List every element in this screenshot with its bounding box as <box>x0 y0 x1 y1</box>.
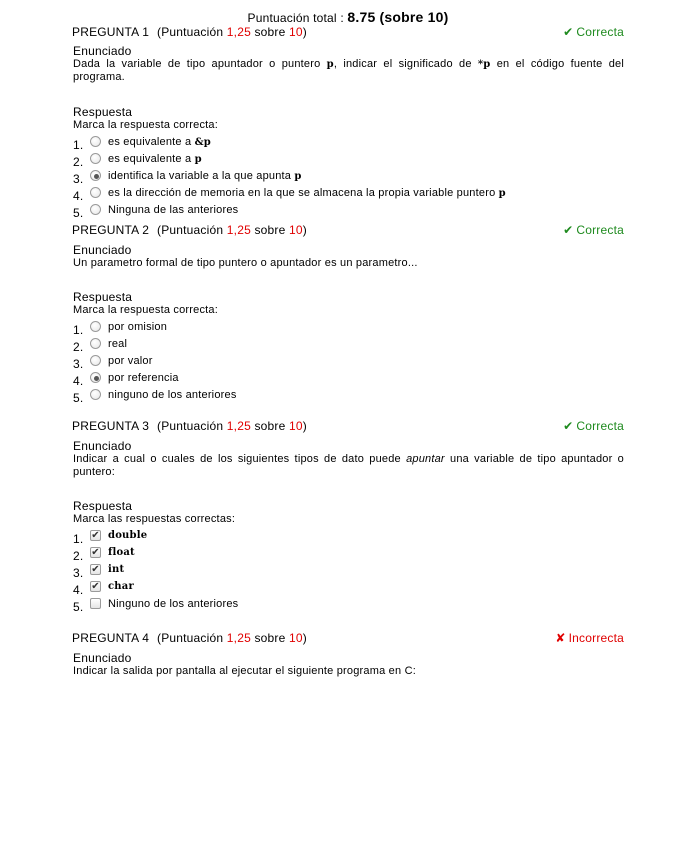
checkbox-checked[interactable] <box>90 564 101 575</box>
option-text: identifica la variable a la que apunta <box>108 170 295 182</box>
option-text: es equivalente a <box>108 136 195 148</box>
status-badge <box>555 631 624 645</box>
option-4 <box>73 372 624 389</box>
total-label: Puntuación total : <box>247 11 348 25</box>
statement-text <box>73 58 624 84</box>
answer-prompt: Marca la respuesta correcta: <box>73 304 218 316</box>
option-2 <box>73 153 624 170</box>
statement-text: Un parametro formal de tipo puntero o apuntador es un parametro... <box>73 257 418 269</box>
statement-heading: Enunciado <box>73 439 132 453</box>
question-score <box>157 631 307 645</box>
option-number: 3. <box>73 357 84 371</box>
radio-button[interactable] <box>90 187 101 198</box>
status-badge <box>563 25 624 39</box>
score-points: 1,25 <box>226 631 251 645</box>
answer-heading: Respuesta <box>73 105 133 119</box>
score-close: ) <box>302 223 307 237</box>
check-icon: ✔ <box>563 25 574 39</box>
option-number: 1. <box>73 138 84 152</box>
option-number: 5. <box>73 391 84 405</box>
option-number: 4. <box>73 583 84 597</box>
option-label <box>108 153 202 165</box>
option-number: 5. <box>73 600 84 614</box>
radio-button[interactable] <box>90 389 101 400</box>
answer-prompt: Marca las respuestas correctas: <box>73 513 236 525</box>
option-5 <box>73 598 624 615</box>
score-open: (Puntuación <box>157 419 227 433</box>
radio-button[interactable] <box>90 204 101 215</box>
option-number: 1. <box>73 532 84 546</box>
checkbox-unchecked[interactable] <box>90 598 101 609</box>
question-header <box>73 419 624 435</box>
question-title: PREGUNTA 3 <box>72 419 150 433</box>
radio-button[interactable] <box>90 338 101 349</box>
options-list <box>73 321 624 406</box>
score-close: ) <box>302 25 307 39</box>
option-label: Ninguno de los anteriores <box>108 598 239 610</box>
options-list <box>73 136 624 221</box>
radio-button-selected[interactable] <box>90 170 101 181</box>
check-icon: ✔ <box>563 419 574 433</box>
option-number: 3. <box>73 566 84 580</box>
checkmark-icon: ✔ <box>91 530 100 541</box>
score-close: ) <box>302 631 307 645</box>
radio-button-selected[interactable] <box>90 372 101 383</box>
status-label: Correcta <box>576 419 624 433</box>
option-number: 3. <box>73 172 84 186</box>
status-badge <box>563 223 624 237</box>
score-points: 1,25 <box>226 25 251 39</box>
option-label: float <box>108 547 135 558</box>
option-number: 5. <box>73 206 84 220</box>
score-mid: sobre <box>250 25 290 39</box>
question-title: PREGUNTA 1 <box>72 25 150 39</box>
option-code: &p <box>194 137 211 148</box>
option-number: 2. <box>73 155 84 169</box>
option-3 <box>73 170 624 187</box>
question-header <box>73 223 624 239</box>
option-4 <box>73 581 624 598</box>
statement-text: Indicar la salida por pantalla al ejecutar el siguiente programa en C: <box>73 665 416 677</box>
option-label: double <box>108 530 148 541</box>
question-3 <box>73 419 624 615</box>
status-badge <box>563 419 624 433</box>
cross-icon: ✘ <box>555 631 566 645</box>
score-close: ) <box>302 419 307 433</box>
checkmark-icon: ✔ <box>91 564 100 575</box>
statement-emphasis: apuntar <box>406 453 445 465</box>
option-label: por referencia <box>108 372 179 384</box>
radio-button[interactable] <box>90 153 101 164</box>
option-code: p <box>498 188 506 199</box>
total-suffix: (sobre 10) <box>375 9 449 25</box>
question-1 <box>73 25 624 221</box>
option-1 <box>73 136 624 153</box>
option-label <box>108 187 506 199</box>
option-4 <box>73 187 624 204</box>
question-score <box>157 419 307 433</box>
answer-heading: Respuesta <box>73 290 133 304</box>
statement-post: una variable de tipo apuntador o puntero: <box>73 453 624 478</box>
score-open: (Puntuación <box>157 223 227 237</box>
option-label <box>108 170 302 182</box>
option-label <box>108 136 211 148</box>
option-label: Ninguna de las anteriores <box>108 204 239 216</box>
options-list <box>73 530 624 615</box>
checkmark-icon: ✔ <box>91 547 100 558</box>
statement-pre: Indicar a cual o cuales de los siguientes tipos de dato puede <box>73 453 407 465</box>
option-number: 1. <box>73 323 84 337</box>
score-points: 1,25 <box>226 419 251 433</box>
option-5 <box>73 204 624 221</box>
option-2 <box>73 547 624 564</box>
score-points: 1,25 <box>226 223 251 237</box>
option-label: real <box>108 338 128 350</box>
option-text: es equivalente a <box>108 153 195 165</box>
question-2 <box>73 223 624 406</box>
statement-text <box>73 453 624 479</box>
option-3 <box>73 564 624 581</box>
checkbox-checked[interactable] <box>90 547 101 558</box>
checkbox-checked[interactable] <box>90 530 101 541</box>
statement-heading: Enunciado <box>73 651 132 665</box>
option-2 <box>73 338 624 355</box>
score-max: 10 <box>289 419 303 433</box>
score-max: 10 <box>289 631 303 645</box>
statement-expr: *p <box>477 59 491 70</box>
radio-button[interactable] <box>90 355 101 366</box>
statement-mid: , indicar el significado de <box>333 58 478 70</box>
question-title: PREGUNTA 2 <box>72 223 150 237</box>
option-1 <box>73 321 624 338</box>
option-label: int <box>108 564 125 575</box>
status-label: Correcta <box>576 223 624 237</box>
question-4 <box>73 631 624 678</box>
score-open: (Puntuación <box>157 631 227 645</box>
option-1 <box>73 530 624 547</box>
status-label: Correcta <box>576 25 624 39</box>
option-code: p <box>194 154 202 165</box>
option-number: 4. <box>73 374 84 388</box>
question-score <box>157 25 307 39</box>
check-icon: ✔ <box>563 223 574 237</box>
option-code: p <box>294 171 302 182</box>
score-max: 10 <box>289 25 303 39</box>
total-score <box>0 9 696 25</box>
option-text: es la dirección de memoria en la que se almacena la propia variable puntero <box>108 187 499 199</box>
option-number: 2. <box>73 549 84 563</box>
score-open: (Puntuación <box>157 25 227 39</box>
score-mid: sobre <box>250 419 290 433</box>
statement-heading: Enunciado <box>73 44 132 58</box>
option-number: 2. <box>73 340 84 354</box>
radio-button[interactable] <box>90 321 101 332</box>
checkmark-icon: ✔ <box>91 581 100 592</box>
score-mid: sobre <box>250 223 290 237</box>
score-mid: sobre <box>250 631 290 645</box>
question-header <box>73 25 624 41</box>
option-5 <box>73 389 624 406</box>
option-number: 4. <box>73 189 84 203</box>
statement-var: p <box>326 59 334 70</box>
option-label: por valor <box>108 355 153 367</box>
status-label: Incorrecta <box>568 631 624 645</box>
statement-heading: Enunciado <box>73 243 132 257</box>
question-header <box>73 631 624 647</box>
answer-heading: Respuesta <box>73 499 133 513</box>
question-title: PREGUNTA 4 <box>72 631 150 645</box>
option-label: ninguno de los anteriores <box>108 389 237 401</box>
option-3 <box>73 355 624 372</box>
score-max: 10 <box>289 223 303 237</box>
option-label: por omision <box>108 321 168 333</box>
checkbox-checked[interactable] <box>90 581 101 592</box>
option-label: char <box>108 581 134 592</box>
answer-prompt: Marca la respuesta correcta: <box>73 119 218 131</box>
total-value: 8.75 <box>347 9 376 25</box>
question-score <box>157 223 307 237</box>
radio-button[interactable] <box>90 136 101 147</box>
statement-pre: Dada la variable de tipo apuntador o puntero <box>73 58 327 70</box>
statement-post: en el código fuente del programa. <box>73 58 624 83</box>
